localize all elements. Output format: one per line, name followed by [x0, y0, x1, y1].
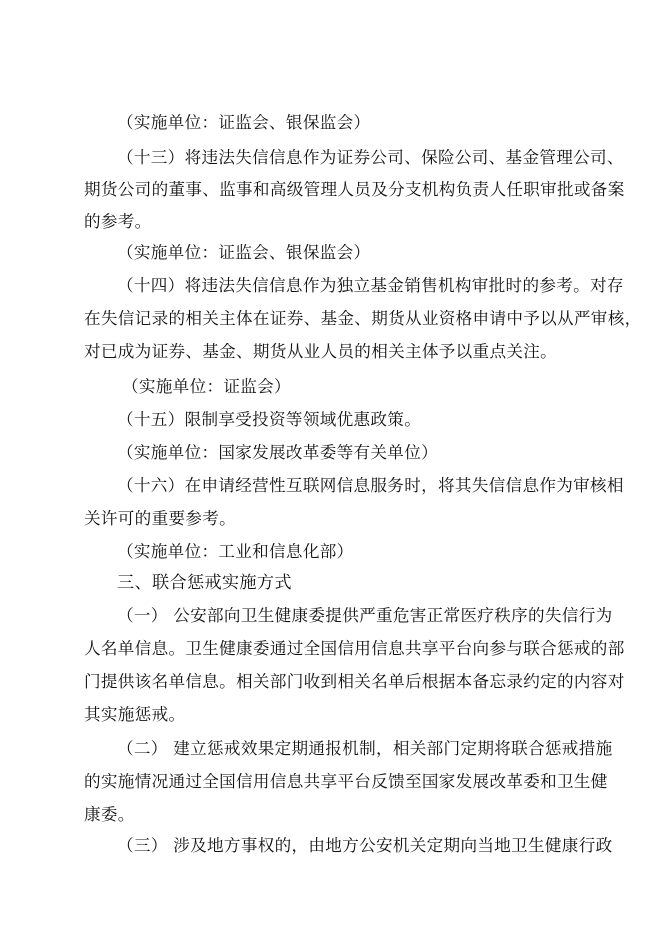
clause-14-line-3: 对已成为证券、基金、期货从业人员的相关主体予以重点关注。 — [84, 342, 558, 361]
implementing-unit-line: （实施单位：国家发展改革委等有关单位） — [117, 443, 438, 462]
clause-14-line-2: 在失信记录的相关主体在证券、基金、期货从业资格申请中予以从严审核， — [84, 309, 642, 328]
method-1-line-2: 人名单信息。卫生健康委通过全国信用信息共享平台向参与联合惩戒的部 — [84, 639, 625, 658]
section-3-heading: 三、联合惩戒实施方式 — [117, 573, 292, 593]
method-1-line-1: （一） 公安部向卫生健康委提供严重危害正常医疗秩序的失信行为 — [117, 606, 613, 625]
method-2-line-3: 康委。 — [84, 805, 135, 824]
implementing-unit-line: （实施单位：证监会） — [122, 377, 291, 396]
clause-15-line: （十五）限制享受投资等领域优惠政策。 — [117, 410, 422, 429]
implementing-unit-line: （实施单位：证监会、银保监会） — [117, 243, 371, 262]
implementing-unit-line: （实施单位：证监会、银保监会） — [117, 113, 371, 132]
clause-16-line-1: （十六）在申请经营性互联网信息服务时，将其失信信息作为审核相 — [117, 476, 624, 495]
implementing-unit-line: （实施单位：工业和信息化部） — [117, 542, 354, 561]
clause-16-line-2: 关许可的重要参考。 — [84, 509, 237, 528]
method-2-line-2: 的实施情况通过全国信用信息共享平台反馈至国家发展改革委和卫生健 — [84, 772, 608, 791]
method-1-line-4: 其实施惩戒。 — [84, 705, 186, 724]
clause-13-line-2: 期货公司的董事、监事和高级管理人员及分支机构负责人任职审批或备案 — [84, 180, 625, 199]
clause-14-line-1: （十四）将违法失信信息作为独立基金销售机构审批时的参考。对存 — [117, 276, 624, 295]
method-3-line-1: （三） 涉及地方事权的，由地方公安机关定期向当地卫生健康行政 — [117, 836, 613, 855]
method-1-line-3: 门提供该名单信息。相关部门收到相关名单后根据本备忘录约定的内容对 — [84, 672, 625, 691]
clause-13-line-3: 的参考。 — [84, 212, 152, 231]
clause-13-line-1: （十三）将违法失信信息作为证券公司、保险公司、基金管理公司、 — [117, 148, 624, 167]
method-2-line-1: （二） 建立惩戒效果定期通报机制，相关部门定期将联合惩戒措施 — [117, 739, 613, 758]
